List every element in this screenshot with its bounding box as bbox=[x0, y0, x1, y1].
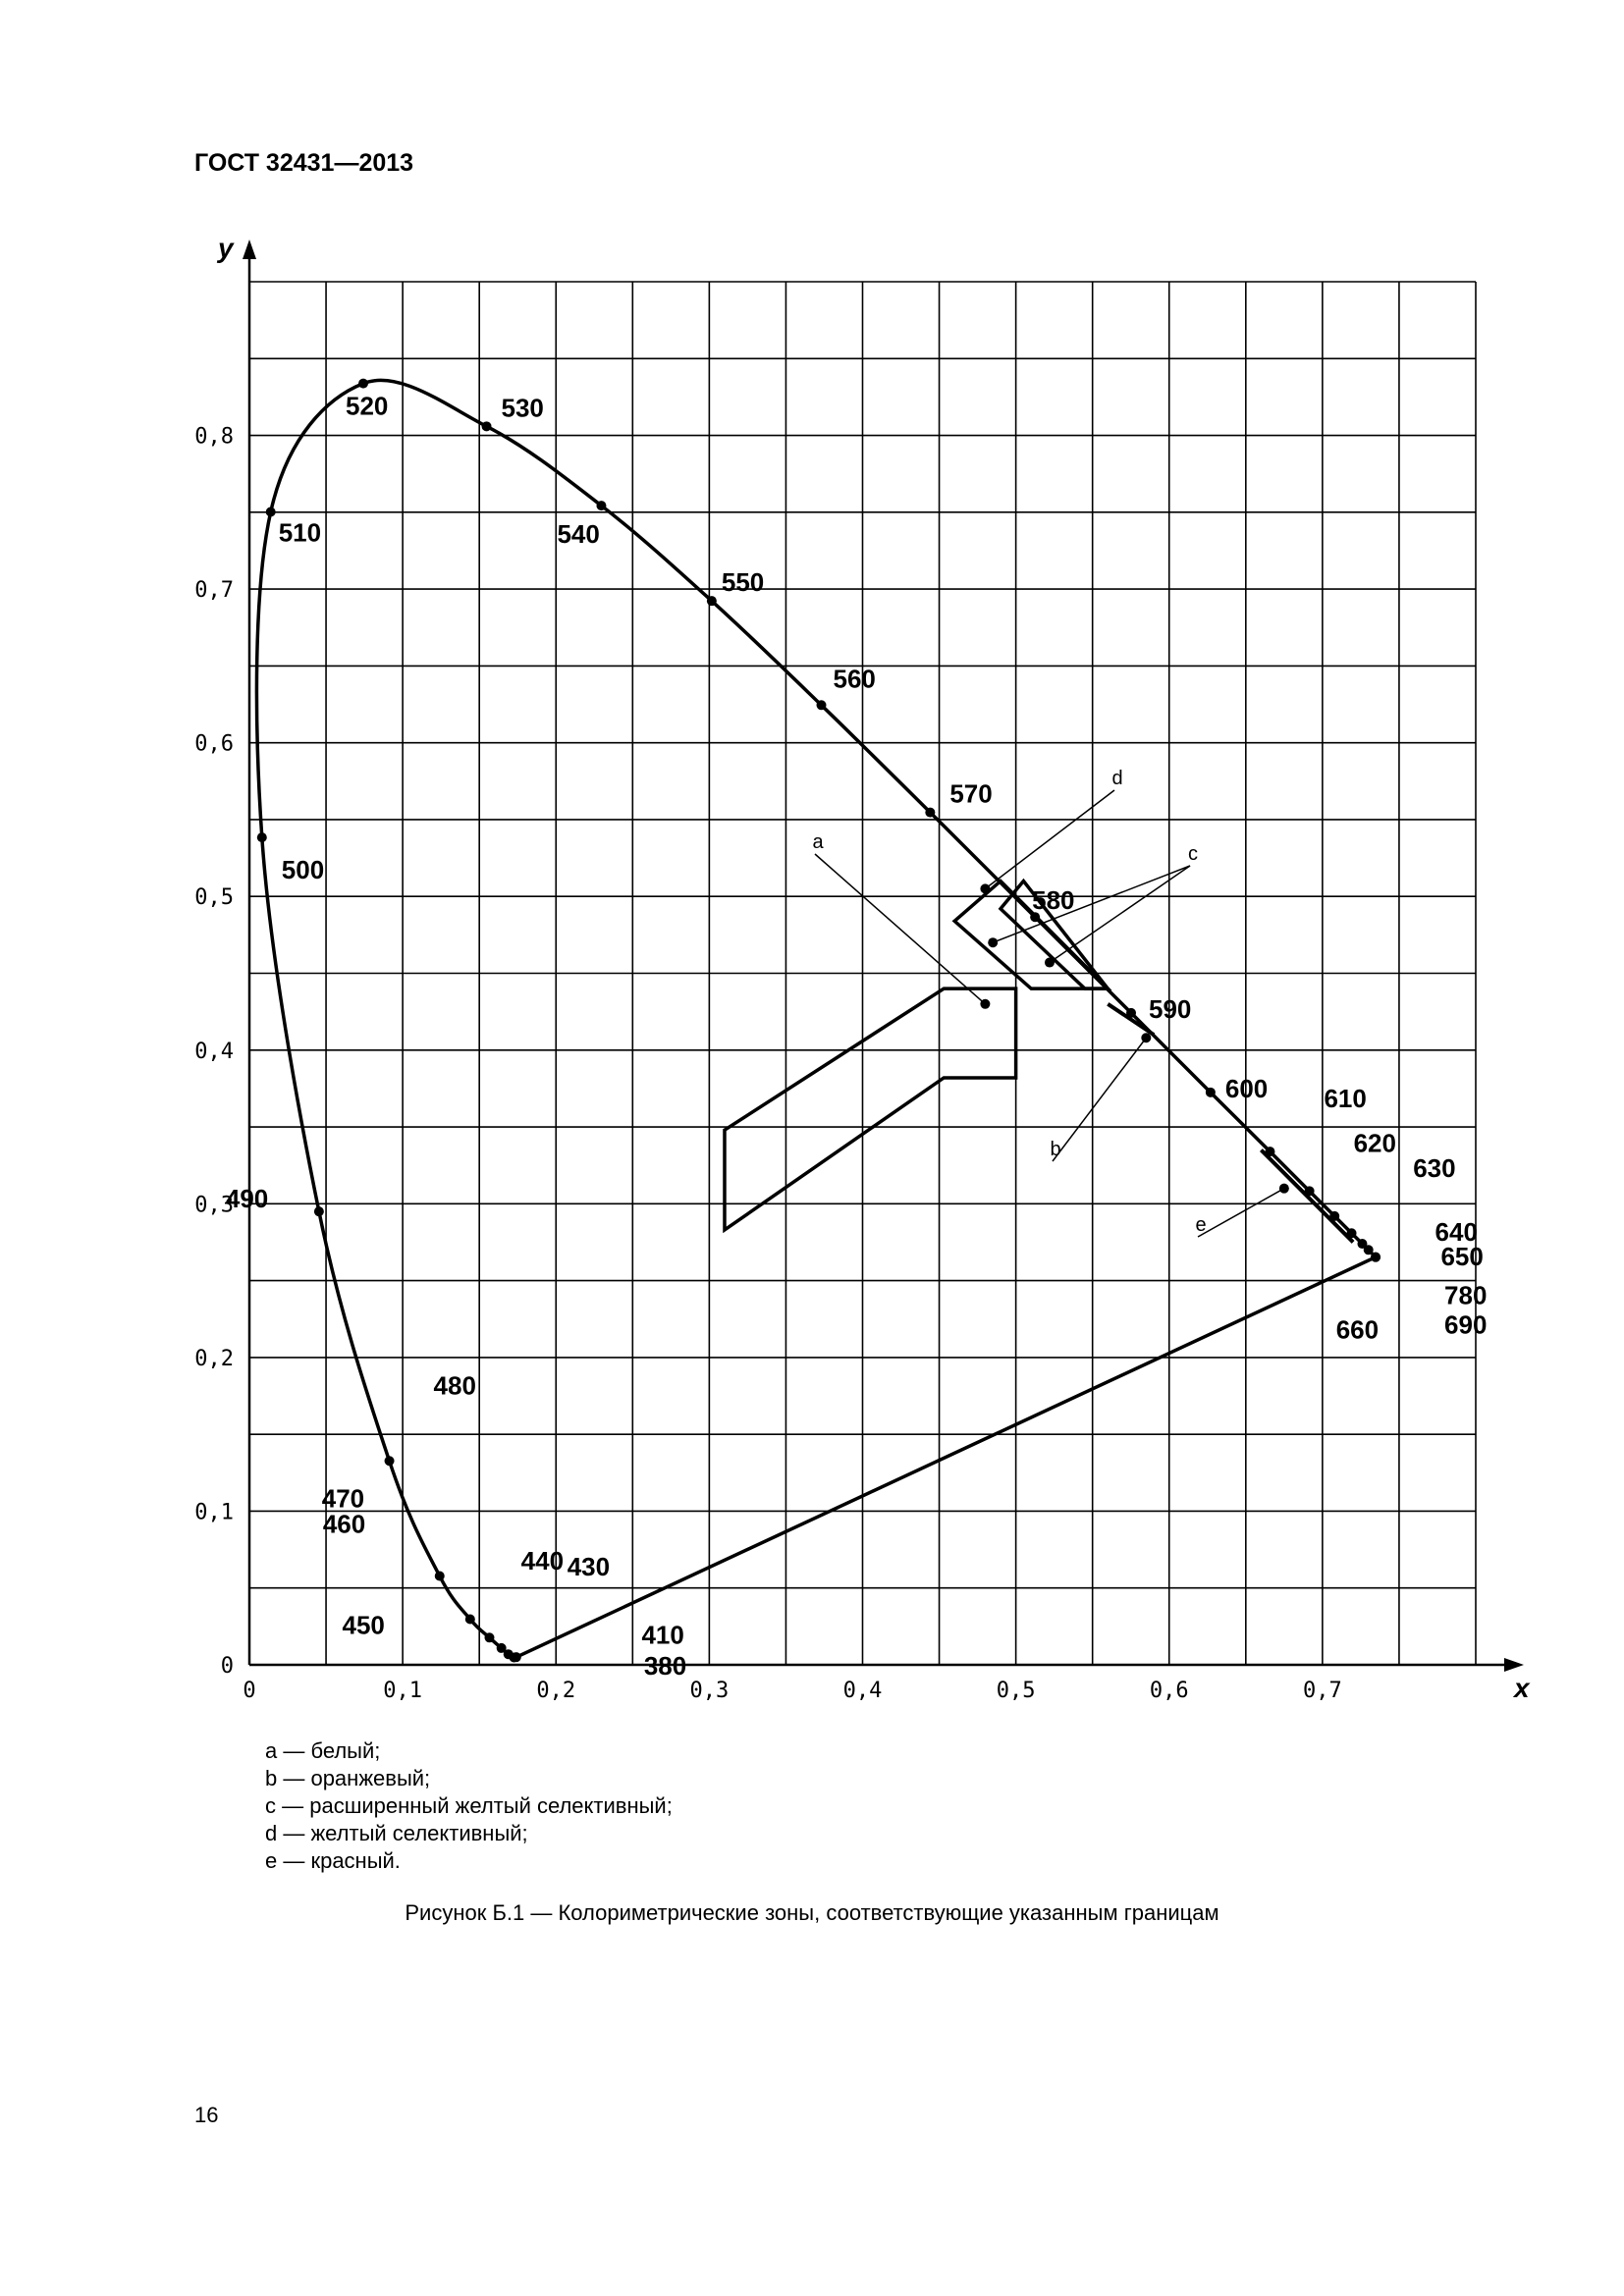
wavelength-label-410: 410 bbox=[641, 1620, 684, 1650]
wavelength-label-580: 580 bbox=[1032, 885, 1075, 916]
document-header: ГОСТ 32431—2013 bbox=[194, 149, 414, 177]
wavelength-label-550: 550 bbox=[721, 567, 765, 598]
wavelength-label-530: 530 bbox=[501, 393, 544, 423]
wavelength-label-380: 380 bbox=[643, 1651, 687, 1682]
wavelength-label-430: 430 bbox=[567, 1552, 611, 1582]
locus-point-450 bbox=[484, 1632, 494, 1642]
locus-point-540 bbox=[596, 501, 606, 510]
locus-point-550 bbox=[707, 596, 717, 606]
zone-markers bbox=[812, 768, 1288, 1237]
legend-item-d: d — желтый селективный; bbox=[265, 1821, 528, 1845]
x-tick-label: 0,5 bbox=[996, 1679, 1036, 1703]
x-axis-label: x bbox=[1514, 1673, 1530, 1703]
chart-legend bbox=[265, 1737, 673, 1875]
y-tick-label: 0,1 bbox=[194, 1500, 234, 1525]
locus-point-490 bbox=[314, 1206, 324, 1216]
wavelength-label-510: 510 bbox=[278, 517, 322, 548]
chart-axes bbox=[216, 233, 1531, 1703]
y-tick-label: 0,8 bbox=[194, 424, 234, 450]
wavelength-label-480: 480 bbox=[433, 1370, 476, 1401]
wavelength-label-500: 500 bbox=[281, 855, 325, 885]
zone-letter-c: c bbox=[1188, 843, 1198, 865]
y-tick-label: 0,4 bbox=[194, 1039, 234, 1064]
chart-grid bbox=[249, 282, 1476, 1665]
locus-point-440 bbox=[497, 1643, 507, 1653]
zone-e bbox=[1261, 1150, 1353, 1243]
legend-item-e: e — красный. bbox=[265, 1848, 401, 1873]
y-tick-label: 0,5 bbox=[194, 885, 234, 911]
leader-line-d bbox=[985, 790, 1114, 888]
locus-point-500 bbox=[257, 832, 267, 842]
locus-point-570 bbox=[925, 808, 935, 818]
locus-point-660 bbox=[1364, 1245, 1374, 1255]
x-tick-label: 0,4 bbox=[842, 1679, 883, 1703]
locus-point-520 bbox=[358, 379, 368, 389]
wavelength-label-460: 460 bbox=[322, 1509, 366, 1539]
locus-point-480 bbox=[385, 1456, 395, 1466]
locus-point-780 bbox=[1371, 1253, 1380, 1262]
wavelength-label-610: 610 bbox=[1324, 1084, 1367, 1114]
zone-letter-d: d bbox=[1111, 768, 1123, 789]
x-tick-label: 0,3 bbox=[689, 1679, 730, 1703]
y-tick-label: 0 bbox=[220, 1654, 234, 1679]
locus-point-510 bbox=[266, 507, 276, 517]
wavelength-label-520: 520 bbox=[346, 391, 389, 421]
spectral-locus-line bbox=[256, 380, 1376, 1657]
locus-point-530 bbox=[482, 421, 492, 431]
wavelength-label-660: 660 bbox=[1335, 1314, 1380, 1345]
wavelength-label-490: 490 bbox=[225, 1184, 269, 1214]
wavelength-label-620: 620 bbox=[1353, 1128, 1396, 1158]
x-tick-label: 0,7 bbox=[1303, 1679, 1342, 1703]
zone-letter-a: a bbox=[812, 831, 824, 853]
x-tick-label: 0,2 bbox=[536, 1679, 576, 1703]
spectral-locus bbox=[256, 379, 1380, 1663]
colorimetric-zones bbox=[725, 881, 1353, 1243]
zone-letter-b: b bbox=[1050, 1139, 1061, 1160]
legend-item-c: c — расширенный желтый селективный; bbox=[265, 1793, 673, 1818]
locus-point-600 bbox=[1206, 1088, 1216, 1097]
page-number: 16 bbox=[194, 2103, 219, 2127]
wavelength-label-630: 630 bbox=[1413, 1152, 1456, 1183]
y-tick-label: 0,3 bbox=[194, 1193, 234, 1218]
x-tick-label: 0,6 bbox=[1149, 1679, 1189, 1703]
zone-a bbox=[725, 988, 1016, 1230]
wavelength-label-640: 640 bbox=[1435, 1217, 1478, 1248]
wavelength-label-450: 450 bbox=[342, 1610, 385, 1640]
leader-line-a bbox=[815, 854, 985, 1004]
leader-line-e bbox=[1198, 1189, 1284, 1237]
locus-point-460 bbox=[465, 1615, 475, 1625]
y-tick-label: 0,6 bbox=[194, 731, 234, 757]
legend-item-a: a — белый; bbox=[265, 1738, 381, 1763]
wavelength-label-470: 470 bbox=[321, 1483, 365, 1514]
x-axis-arrow bbox=[1504, 1658, 1524, 1672]
figure-caption: Рисунок Б.1 — Колориметрические зоны, соответствующие указанным границам bbox=[405, 1900, 1219, 1925]
x-tick-label: 0 bbox=[243, 1679, 256, 1703]
y-tick-label: 0,7 bbox=[194, 578, 234, 604]
wavelength-label-780: 780 bbox=[1444, 1280, 1488, 1310]
wavelength-label-560: 560 bbox=[833, 664, 876, 694]
wavelength-label-650: 650 bbox=[1440, 1242, 1484, 1272]
wavelength-labels bbox=[226, 392, 1488, 1682]
leader-line-b bbox=[1053, 1038, 1146, 1161]
wavelength-label-440: 440 bbox=[520, 1545, 565, 1575]
y-axis-label: y bbox=[218, 233, 234, 263]
locus-point-470 bbox=[435, 1572, 445, 1581]
x-tick-label: 0,1 bbox=[383, 1679, 422, 1703]
wavelength-label-590: 590 bbox=[1149, 993, 1192, 1024]
y-tick-label: 0,2 bbox=[194, 1346, 234, 1371]
wavelength-label-570: 570 bbox=[949, 778, 993, 809]
zone-letter-e: e bbox=[1195, 1214, 1207, 1236]
legend-item-b: b — оранжевый; bbox=[265, 1766, 431, 1790]
y-axis-arrow bbox=[243, 240, 256, 259]
wavelength-label-540: 540 bbox=[557, 519, 600, 550]
wavelength-label-600: 600 bbox=[1224, 1073, 1269, 1103]
wavelength-label-690: 690 bbox=[1444, 1309, 1488, 1340]
locus-point-560 bbox=[817, 700, 827, 710]
